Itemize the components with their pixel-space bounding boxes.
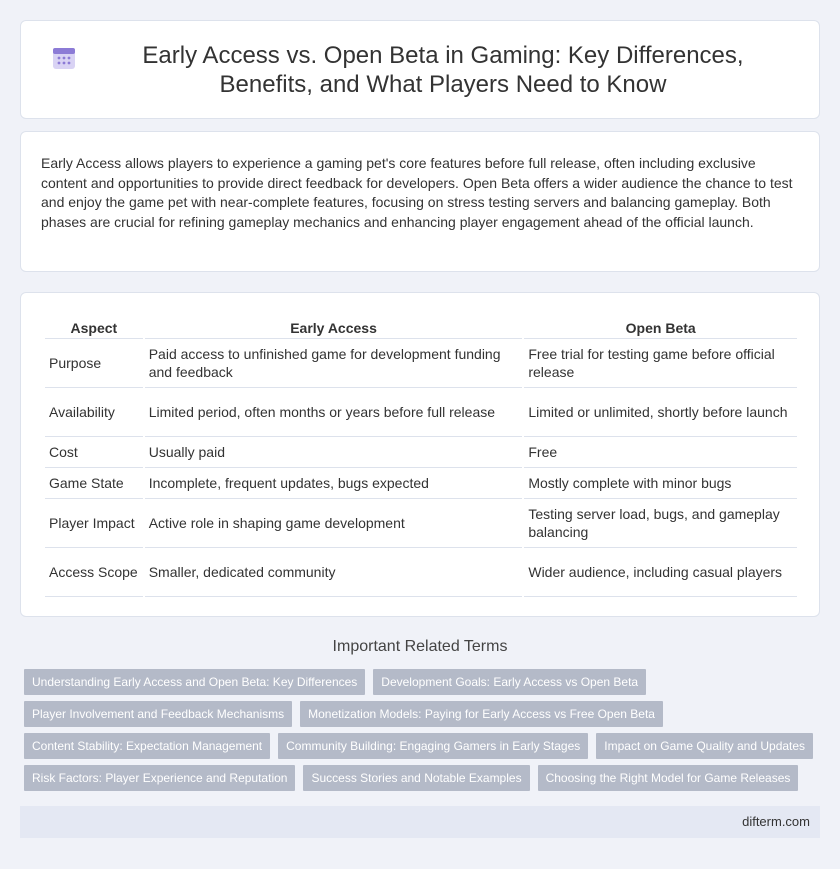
table-row <box>45 548 797 597</box>
related-term-link[interactable]: Risk Factors: Player Experience and Reputation <box>24 765 295 791</box>
tag-row <box>24 669 824 695</box>
open-beta-cell: Free trial for testing game before official release <box>524 339 797 388</box>
open-beta-cell: Testing server load, bugs, and gameplay balancing <box>524 499 797 548</box>
table-header-row <box>45 313 797 339</box>
comparison-table <box>43 313 799 597</box>
early-access-cell: Limited period, often months or years before full release <box>145 388 523 437</box>
early-access-cell: Paid access to unfinished game for development funding and feedback <box>145 339 523 388</box>
related-term-link[interactable]: Choosing the Right Model for Game Releases <box>538 765 799 791</box>
intro-paragraph: Early Access allows players to experience a gaming pet's core features before full release, often including exclusive content and opportunities to provide direct feedback for developers. Open Beta offers a wider audience the chance to test and enjoy the game pet with near-complete features, focusing on stress testing servers and balancing gameplay. Both phases are crucial for refining gameplay mechanics and enhancing player engagement ahead of the official launch. <box>41 155 793 230</box>
related-terms-list <box>24 669 824 797</box>
table-row <box>45 388 797 437</box>
table-row <box>45 468 797 499</box>
related-term-link[interactable]: Understanding Early Access and Open Beta: Key Differences <box>24 669 365 695</box>
title-card <box>20 20 820 119</box>
related-term-link[interactable]: Content Stability: Expectation Management <box>24 733 270 759</box>
tag-row <box>24 701 824 727</box>
early-access-cell: Usually paid <box>145 437 523 468</box>
page-title: Early Access vs. Open Beta in Gaming: Key Differences, Benefits, and What Players Need to Know <box>142 41 744 98</box>
open-beta-cell: Wider audience, including casual players <box>524 548 797 597</box>
early-access-cell: Incomplete, frequent updates, bugs expected <box>145 468 523 499</box>
tag-row <box>24 733 824 759</box>
header-aspect: Aspect <box>45 313 143 339</box>
related-term-link[interactable]: Impact on Game Quality and Updates <box>596 733 813 759</box>
related-term-link[interactable]: Development Goals: Early Access vs Open Beta <box>373 669 646 695</box>
open-beta-cell: Limited or unlimited, shortly before launch <box>524 388 797 437</box>
footer-brand[interactable]: difterm.com <box>742 814 810 829</box>
related-terms-title: Important Related Terms <box>332 638 508 655</box>
open-beta-cell: Mostly complete with minor bugs <box>524 468 797 499</box>
early-access-cell: Active role in shaping game development <box>145 499 523 548</box>
aspect-cell: Availability <box>45 388 143 437</box>
aspect-cell: Purpose <box>45 339 143 388</box>
open-beta-cell: Free <box>524 437 797 468</box>
tag-row <box>24 765 824 791</box>
aspect-cell: Cost <box>45 437 143 468</box>
aspect-cell: Player Impact <box>45 499 143 548</box>
related-term-link[interactable]: Monetization Models: Paying for Early Access vs Free Open Beta <box>300 701 663 727</box>
early-access-cell: Smaller, dedicated community <box>145 548 523 597</box>
header-open-beta: Open Beta <box>524 313 797 339</box>
table-row <box>45 437 797 468</box>
related-term-link[interactable]: Player Involvement and Feedback Mechanisms <box>24 701 292 727</box>
related-term-link[interactable]: Success Stories and Notable Examples <box>303 765 529 791</box>
comparison-table-card <box>20 292 820 617</box>
footer <box>20 806 820 838</box>
aspect-cell: Access Scope <box>45 548 143 597</box>
table-row <box>45 499 797 548</box>
table-row <box>45 339 797 388</box>
header-early-access: Early Access <box>145 313 523 339</box>
intro-card <box>20 131 820 272</box>
aspect-cell: Game State <box>45 468 143 499</box>
title-wrap <box>21 41 819 99</box>
related-term-link[interactable]: Community Building: Engaging Gamers in Early Stages <box>278 733 588 759</box>
calendar-icon <box>51 45 77 71</box>
